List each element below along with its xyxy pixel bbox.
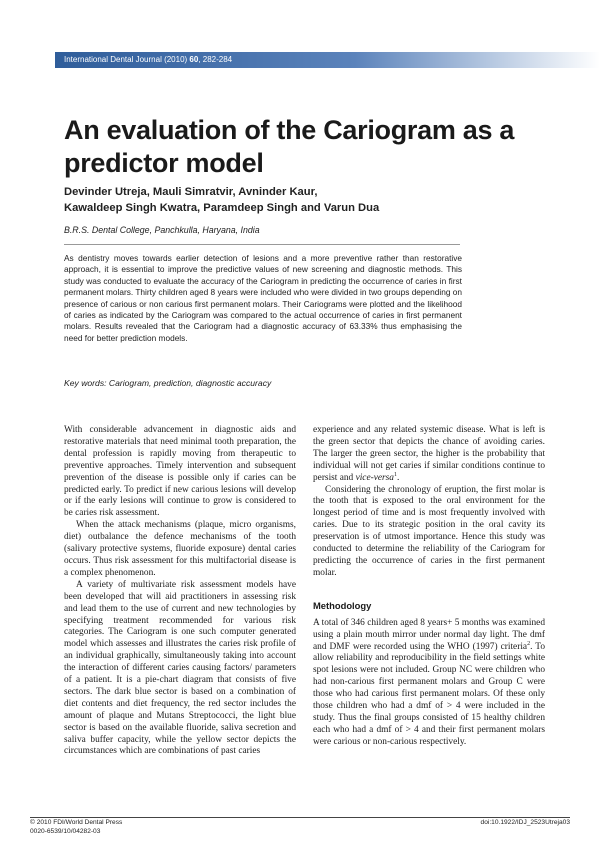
footer-copyright: © 2010 FDI/World Dental Press [30, 819, 123, 826]
author-list [64, 184, 544, 216]
paragraph-first-molar: Considering the chronology of eruption, the first molar is the tooth that is exposed to the oral environment for the longest period of time and is most frequently involved with caries. Due to its strategic position in the oral cavity its preservation is of utmost importance. Hence this study was conducted to determine the reliability of the Cariogram for predicting the occurrence of caries in the first permanent molar. [313, 484, 545, 578]
footer-doi: doi:10.1922/IDJ_2523Utreja03 [480, 819, 570, 826]
body-column-left [64, 425, 296, 758]
author-line-2: Kawaldeep Singh Kwatra, Paramdeep Singh and Varun Dua [64, 202, 380, 214]
footer-issn: 0020-6539/10/04282-03 [30, 828, 101, 835]
journal-citation [64, 55, 232, 64]
paragraph-mechanisms: When the attack mechanisms (plaque, micro organisms, diet) outbalance the defence mechanisms of the tooth (salivary protective systems, fluoride exposure) dental caries occurs. Thus risk assessment for this multifactorial disease is a complex phenomenon. [64, 520, 296, 578]
paragraph-intro: With considerable advancement in diagnostic aids and restorative materials that need minimal tooth preparation, the dental profession is rapidly moving from therapeutic to preventive approaches. Timely intervention and subsequent prevention of the disease is possible only if caries can be predicted early. To predict if new carious lesions will develop or if the early lesions will continue to grow is considered to be caries risk assessment. [64, 425, 296, 519]
affiliation: B.R.S. Dental College, Panchkulla, Haryana, India [64, 225, 260, 235]
text-run-cont: . To allow reliability and reproducibility in the field settings white spot lesions were not included. Group NC were children who had non-carious first permanent molars and Group C were those who had carious first permanent molars. Of these only those children who had a dmf of > 4 were included in the study. Thus the final groups consisted of 15 healthy children each who had a dmf of > 4 and their first permanent molars were carious or non-carious respectively. [313, 641, 545, 747]
italic-text: vice-versa [355, 472, 394, 483]
section-heading-methodology: Methodology [313, 599, 372, 611]
reference-marker: 1 [393, 471, 397, 478]
journal-pages: , 282-284 [198, 55, 233, 64]
reference-marker: 2 [527, 640, 531, 647]
paragraph-cariogram: A variety of multivariate risk assessment models have been developed that will aid practitioners in assessing risk and lead them to the use of current and new technologies by specifying treatment recommended for various risk categories. The Cariogram is one such computer generated model which assesses and illustrates the caries risk profile of an individual graphically, simultaneously taking into account the interaction of different caries causing factors/ parameters of a patient. It is a pie-chart diagram that consists of five sectors. The dark blue sector is based on a combination of diet contents and diet frequency, the red sector includes the amount of plaque and Mutans Streptococci, the light blue sector is based on the available fluoride, saliva secretion and saliva buffer capacity, while the yellow sector depicts the circumstances which are combinations of past caries [64, 579, 296, 757]
text-run-end: . [396, 472, 400, 483]
journal-name: International Dental Journal (2010) [64, 55, 190, 64]
paragraph-methodology [313, 618, 545, 749]
paragraph-green-sector [313, 425, 545, 485]
journal-volume: 60 [189, 55, 199, 64]
text-run: experience and any related systemic disease. What is left is the green sector that depicts the chance of avoiding caries. The larger the green sector, the higher is the probability that individual will not get caries if similar conditions continue to persist and [313, 425, 545, 483]
abstract-divider [64, 244, 460, 245]
abstract: As dentistry moves towards earlier detection of lesions and a more preventive rather than restorative approach, it is essential to improve the predictive values of new screening and diagnostic methods. This study was conducted to evaluate the accuracy of the Cariogram in predicting the occurrence of caries in first permanent molars. Thirty children aged 8 years were included who were divided in two groups depending on presence of carious or non carious first permanent molars. Their Cariograms were plotted and the likelihood of caries as indicated by the Cariogram was compared to the actual occurrence of caries in first permanent molars. Results revealed that the Cariogram had a diagnostic accuracy of 63.33% thus emphasising the need for better prediction models. [64, 253, 462, 343]
body-column-right [313, 425, 545, 749]
paper-title: An evaluation of the Cariogram as a predictor model [64, 115, 515, 178]
footer-divider [30, 817, 570, 818]
text-run: A total of 346 children aged 8 years+ 5 months was examined using a plain mouth mirror under normal day light. The dmf and DMF were recorded using the WHO (1997) criteria [313, 617, 545, 652]
keywords: Key words: Cariogram, prediction, diagnostic accuracy [64, 378, 272, 388]
author-line-1: Devinder Utreja, Mauli Simratvir, Avninder Kaur, [64, 186, 318, 198]
journal-banner [55, 52, 600, 68]
